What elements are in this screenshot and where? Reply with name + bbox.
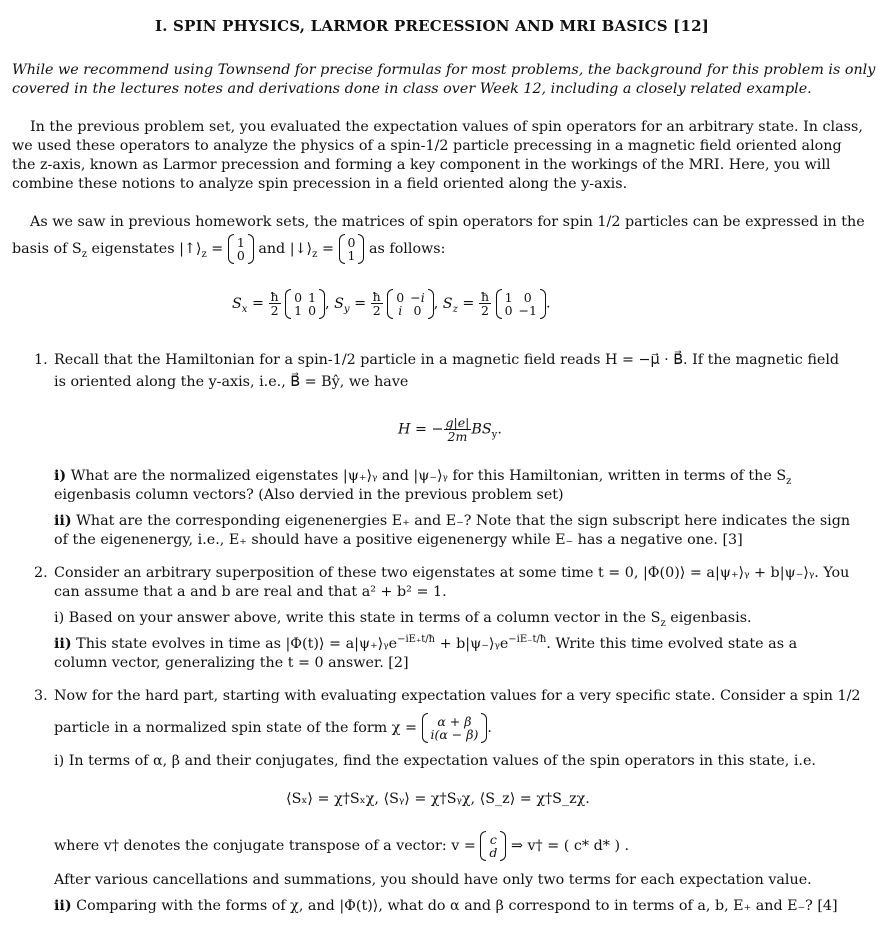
q1-line-2: is oriented along the y-axis, i.e., B⃗ = Bŷ, we have <box>54 374 409 390</box>
hamiltonian-equation: H = − $\frac{g|e|}{2m}$ $BS_y$. <box>398 415 502 444</box>
q3-line-2: particle in a normalized spin state of the form χ = α + β i(α − β) . <box>54 714 492 742</box>
q1-i-line-2: eigenbasis column vectors? (Also dervied in the previous problem set) <box>54 487 564 503</box>
q3-line-1: Now for the hard part, starting with evaluating expectation values for a very specific state. Consider a spin 1/2 <box>54 688 861 704</box>
section-title: I. SPIN PHYSICS, LARMOR PRECESSION AND MRI BASICS [12] <box>155 17 710 35</box>
q3-number: 3. <box>34 688 48 704</box>
intro-line-2: covered in the lectures notes and derivations done in class over Week 12, including a closely related example. <box>12 81 812 97</box>
q1-number: 1. <box>34 352 48 368</box>
intro-line-1: While we recommend using Townsend for precise formulas for most problems, the background for this problem is only <box>12 62 876 78</box>
q2-i-line: i) Based on your answer above, write this state in terms of a column vector in the $S_z$ eigenbasis. <box>54 610 752 629</box>
q2-ii-line-1: ii) This state evolves in time as |Φ(t)⟩ = a|ψ₊⟩ᵧe$^{-iE_+t/ħ}$ + b|ψ₋⟩ᵧe$^{-iE_-t/ħ}$. Write this time evolved state as a <box>54 634 798 652</box>
q3-after-line: After various cancellations and summations, you should have only two terms for each expectation value. <box>54 872 812 888</box>
q3-i-line: i) In terms of α, β and their conjugates, find the expectation values of the spin operators in this state, i.e. <box>54 753 816 769</box>
para1-line-3: the z-axis, known as Larmor precession and forming a key component in the workings of the MRI. Here, you will <box>12 157 831 173</box>
q1-ii-line-1: ii) What are the corresponding eigenenergies E₊ and E₋? Note that the sign subscript here indicates the sign <box>54 513 851 529</box>
chi-vector: α + β i(α − β) <box>422 715 488 741</box>
down-state-vector: 0 1 <box>339 236 365 262</box>
para2-line-2: basis of $S_z$ eigenstates $|↑⟩_z$ = 1 0 and $|↓⟩_z$ = 0 1 as follows: <box>12 235 446 263</box>
q1-ii-line-2: of the eigenenergy, i.e., E₊ should have a positive eigenenergy while E₋ has a negative one. [3] <box>54 532 743 548</box>
q2-line-2: can assume that a and b are real and that a² + b² = 1. <box>54 584 447 600</box>
para1-line-2: we used these operators to analyze the physics of a spin-1/2 particle precessing in a magnetic field oriented along <box>12 138 842 154</box>
q2-number: 2. <box>34 565 48 581</box>
q3-where-line: where v† denotes the conjugate transpose of a vector: v = c d ⇒ v† = ( c* d* ) . <box>54 832 630 860</box>
q2-ii-line-2: column vector, generalizing the t = 0 answer. [2] <box>54 655 409 671</box>
v-vector: c d <box>480 833 506 859</box>
para1-line-1: In the previous problem set, you evaluated the expectation values of spin operators for an arbitrary state. In class, <box>30 119 863 135</box>
para2-line-1: As we saw in previous homework sets, the matrices of spin operators for spin 1/2 particles can be expressed in the <box>30 214 865 230</box>
spin-matrices: $S_x$ = $\frac{ħ}{2}$ 0 1 1 0 , $S_y$ = $\frac{ħ}{2}$ 0 −i i 0 , $S_z$ = $\frac{ħ}{2}$ 1 0 0 −1 . <box>232 289 551 318</box>
para1-line-4: combine these notions to analyze spin precession in a field oriented along the y-axis. <box>12 176 628 192</box>
q1-i-line-1: i) What are the normalized eigenstates |ψ₊⟩ᵧ and |ψ₋⟩ᵧ for this Hamiltonian, written in terms of the $S_z$ <box>54 468 792 487</box>
q3-ii-line: ii) Comparing with the forms of χ, and |Φ(t)⟩, what do α and β correspond to in terms of a, b, E₊ and E₋? [4] <box>54 898 838 914</box>
q2-line-1: Consider an arbitrary superposition of these two eigenstates at some time t = 0, |Φ(0)⟩ = a|ψ₊⟩ᵧ + b|ψ₋⟩ᵧ. You <box>54 565 850 581</box>
up-state-vector: 1 0 <box>228 236 254 262</box>
expectation-equation: ⟨Sₓ⟩ = χ†Sₓχ, ⟨Sᵧ⟩ = χ†Sᵧχ, ⟨S_z⟩ = χ†S_zχ. <box>286 791 590 807</box>
q1-line-1: Recall that the Hamiltonian for a spin-1/2 particle in a magnetic field reads H = −μ⃗ · B⃗. If the magnetic field <box>54 352 840 368</box>
